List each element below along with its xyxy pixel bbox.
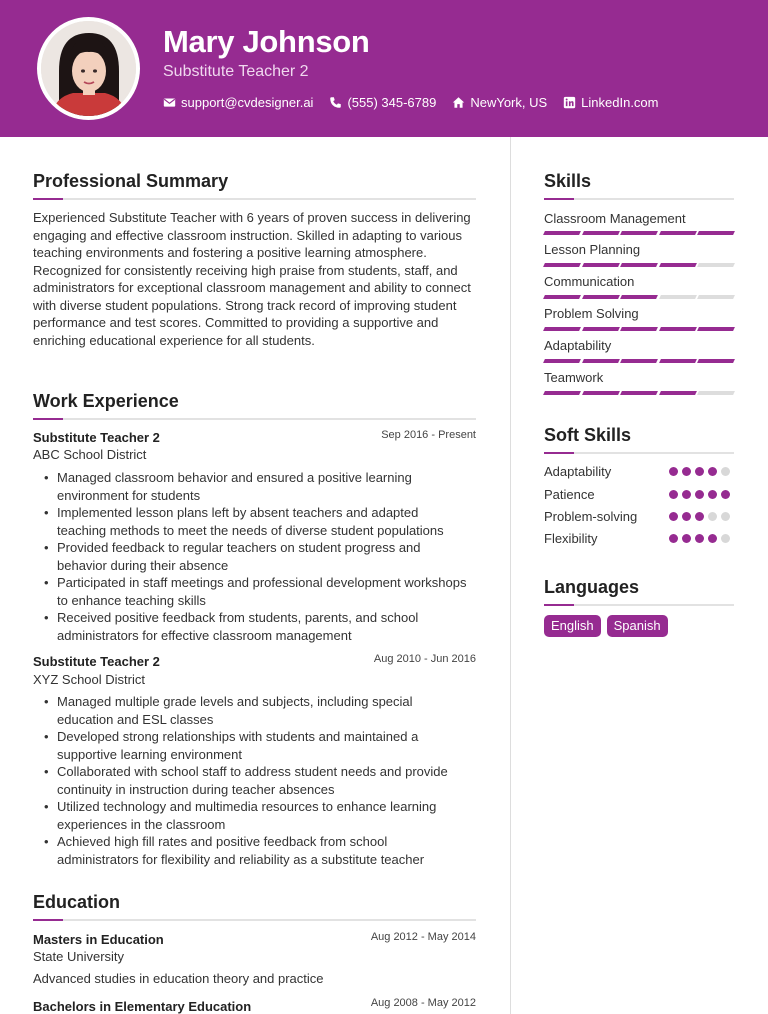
skill-level-segment: [697, 231, 734, 235]
skill-level-segment: [620, 391, 657, 395]
rating-dot: [721, 534, 730, 543]
summary-rule: [33, 198, 476, 200]
envelope-icon: [163, 96, 176, 109]
skill-level-bar: [544, 295, 734, 299]
education-rule: [33, 919, 476, 921]
skill-level-segment: [659, 295, 696, 299]
skill-level-segment: [543, 295, 580, 299]
rating-dot: [669, 467, 678, 476]
avatar: [41, 21, 136, 116]
skill-level-bar: [544, 231, 734, 235]
experience-rule: [33, 418, 476, 420]
contact-linkedin-text: LinkedIn.com: [581, 95, 659, 110]
phone-icon: [329, 96, 342, 109]
list-item: • Utilized technology and multimedia resources to enhance learning experiences in the classroom: [40, 798, 470, 833]
skill-level-segment: [697, 263, 734, 267]
skill-level-segment: [659, 391, 696, 395]
header-banner: [0, 0, 768, 137]
rating-dot: [669, 512, 678, 521]
language-list: [544, 615, 668, 637]
list-item: • Developed strong relationships with students and maintained a supportive learning environment: [40, 728, 470, 763]
education-heading: Education: [33, 892, 121, 912]
linkedin-icon: [563, 96, 576, 109]
job-organization: XYZ School District: [33, 672, 145, 687]
skill-label: Communication: [544, 274, 635, 289]
skill-level-segment: [543, 391, 580, 395]
skill-level-bar: [544, 359, 734, 363]
soft-skill-label: Problem-solving: [544, 509, 638, 524]
candidate-title: Substitute Teacher 2: [163, 63, 309, 80]
skill-level-bar: [544, 263, 734, 267]
skill-level-bar: [544, 391, 734, 395]
skill-level-segment: [543, 359, 580, 363]
job-title: Substitute Teacher 2: [33, 430, 160, 445]
skills-rule: [544, 198, 734, 200]
contact-location-text: NewYork, US: [470, 95, 548, 110]
skill-level-segment: [697, 391, 734, 395]
rating-dot: [695, 490, 704, 499]
skill-label: Problem Solving: [544, 306, 639, 321]
rating-dot: [721, 512, 730, 521]
skill-level-segment: [620, 263, 657, 267]
skill-level-segment: [543, 263, 580, 267]
languages-heading: Languages: [544, 577, 640, 597]
list-item: • Implemented lesson plans left by absent teachers and adapted teaching methods to meet the needs of diverse student populations: [40, 504, 470, 539]
skill-level-segment: [582, 231, 619, 235]
rating-dot: [708, 534, 717, 543]
rating-dot: [708, 467, 717, 476]
soft-skill-label: Adaptability: [544, 464, 612, 479]
rating-dot: [682, 490, 691, 499]
column-divider: [510, 137, 511, 1014]
list-item: • Received positive feedback from students, parents, and school administrators for effective classroom management: [40, 609, 470, 644]
skill-level-segment: [582, 263, 619, 267]
rating-dot: [721, 490, 730, 499]
soft-skill-label: Flexibility: [544, 531, 598, 546]
skill-level-segment: [582, 327, 619, 331]
degree-title: Masters in Education: [33, 932, 164, 947]
soft-skill-rating: [669, 467, 730, 476]
skill-level-segment: [659, 231, 696, 235]
skill-level-segment: [582, 391, 619, 395]
list-item: • Participated in staff meetings and professional development workshops to enhance teaching skills: [40, 574, 470, 609]
contact-phone-text: (555) 345-6789: [347, 95, 437, 110]
list-item: • Managed classroom behavior and ensured a positive learning environment for students: [40, 469, 470, 504]
soft-skill-rating: [669, 490, 730, 499]
degree-description: Advanced studies in education theory and practice: [33, 971, 324, 986]
list-item: • Achieved high fill rates and positive feedback from school administrators for flexibility and reliability as a substitute teacher: [40, 833, 470, 868]
skills-heading: Skills: [544, 171, 592, 191]
rating-dot: [708, 490, 717, 499]
languages-rule: [544, 604, 734, 606]
school-name: State University: [33, 949, 125, 964]
skill-level-segment: [697, 295, 734, 299]
soft-skills-heading: Soft Skills: [544, 425, 632, 445]
summary-heading: Professional Summary: [33, 171, 229, 191]
job-date: Aug 2010 - Jun 2016: [373, 653, 476, 665]
soft-skill-label: Patience: [544, 487, 595, 502]
skill-label: Classroom Management: [544, 211, 686, 226]
rating-dot: [669, 534, 678, 543]
soft-skills-rule: [544, 452, 734, 454]
rating-dot: [682, 534, 691, 543]
contact-list: [163, 95, 659, 110]
degree-title: Bachelors in Elementary Education: [33, 999, 252, 1014]
skill-label: Adaptability: [544, 338, 612, 353]
degree-date: Aug 2008 - May 2012: [370, 997, 476, 1009]
contact-phone[interactable]: [329, 95, 436, 110]
contact-linkedin[interactable]: [563, 95, 658, 110]
job-date: Sep 2016 - Present: [381, 429, 476, 441]
soft-skill-rating: [669, 512, 730, 521]
skill-level-segment: [620, 327, 657, 331]
soft-skill-rating: [669, 534, 730, 543]
rating-dot: [682, 512, 691, 521]
contact-email-text: support@cvdesigner.ai: [181, 95, 314, 110]
summary-text: Experienced Substitute Teacher with 6 years of proven success in delivering engaging and effective classroom instruction. Skilled in adapting to various teaching environments and fostering a positive learning atmosphere. Recognized for consistently receiving high praise from students, staff, and administrators for exceptional classroom management and ability to connect with diverse student populations. Strong track record of improving student performance and test scores. Committed to providing a supportive and enriching educational experience for all students.: [33, 210, 471, 348]
home-icon: [452, 96, 465, 109]
skill-level-segment: [582, 295, 619, 299]
skill-level-segment: [620, 295, 657, 299]
rating-dot: [695, 467, 704, 476]
contact-location: [452, 95, 547, 110]
list-item: • Collaborated with school staff to address student needs and provide continuity in instruction during teacher absences: [40, 763, 470, 798]
language-badge: Spanish: [607, 615, 668, 637]
list-item: • Provided feedback to regular teachers on student progress and behavior during their absence: [40, 539, 470, 574]
skill-level-segment: [659, 263, 696, 267]
candidate-name: Mary Johnson: [163, 24, 370, 59]
job-bullets: [40, 469, 470, 644]
rating-dot: [695, 512, 704, 521]
list-item: • Managed multiple grade levels and subjects, including special education and ESL classes: [40, 693, 470, 728]
rating-dot: [669, 490, 678, 499]
contact-email[interactable]: [163, 95, 313, 110]
job-organization: ABC School District: [33, 447, 147, 462]
rating-dot: [708, 512, 717, 521]
rating-dot: [695, 534, 704, 543]
skill-level-segment: [620, 231, 657, 235]
job-bullets: [40, 693, 470, 868]
skill-label: Lesson Planning: [544, 242, 641, 257]
skill-level-segment: [659, 327, 696, 331]
rating-dot: [682, 467, 691, 476]
rating-dot: [721, 467, 730, 476]
job-title: Substitute Teacher 2: [33, 654, 160, 669]
skill-level-segment: [697, 359, 734, 363]
skill-label: Teamwork: [544, 370, 604, 385]
experience-heading: Work Experience: [33, 391, 179, 411]
skill-level-bar: [544, 327, 734, 331]
skill-level-segment: [543, 327, 580, 331]
degree-date: Aug 2012 - May 2014: [370, 931, 476, 943]
language-badge: English: [544, 615, 601, 637]
skill-level-segment: [582, 359, 619, 363]
skill-level-segment: [620, 359, 657, 363]
skill-level-segment: [659, 359, 696, 363]
skill-level-segment: [543, 231, 580, 235]
skill-level-segment: [697, 327, 734, 331]
